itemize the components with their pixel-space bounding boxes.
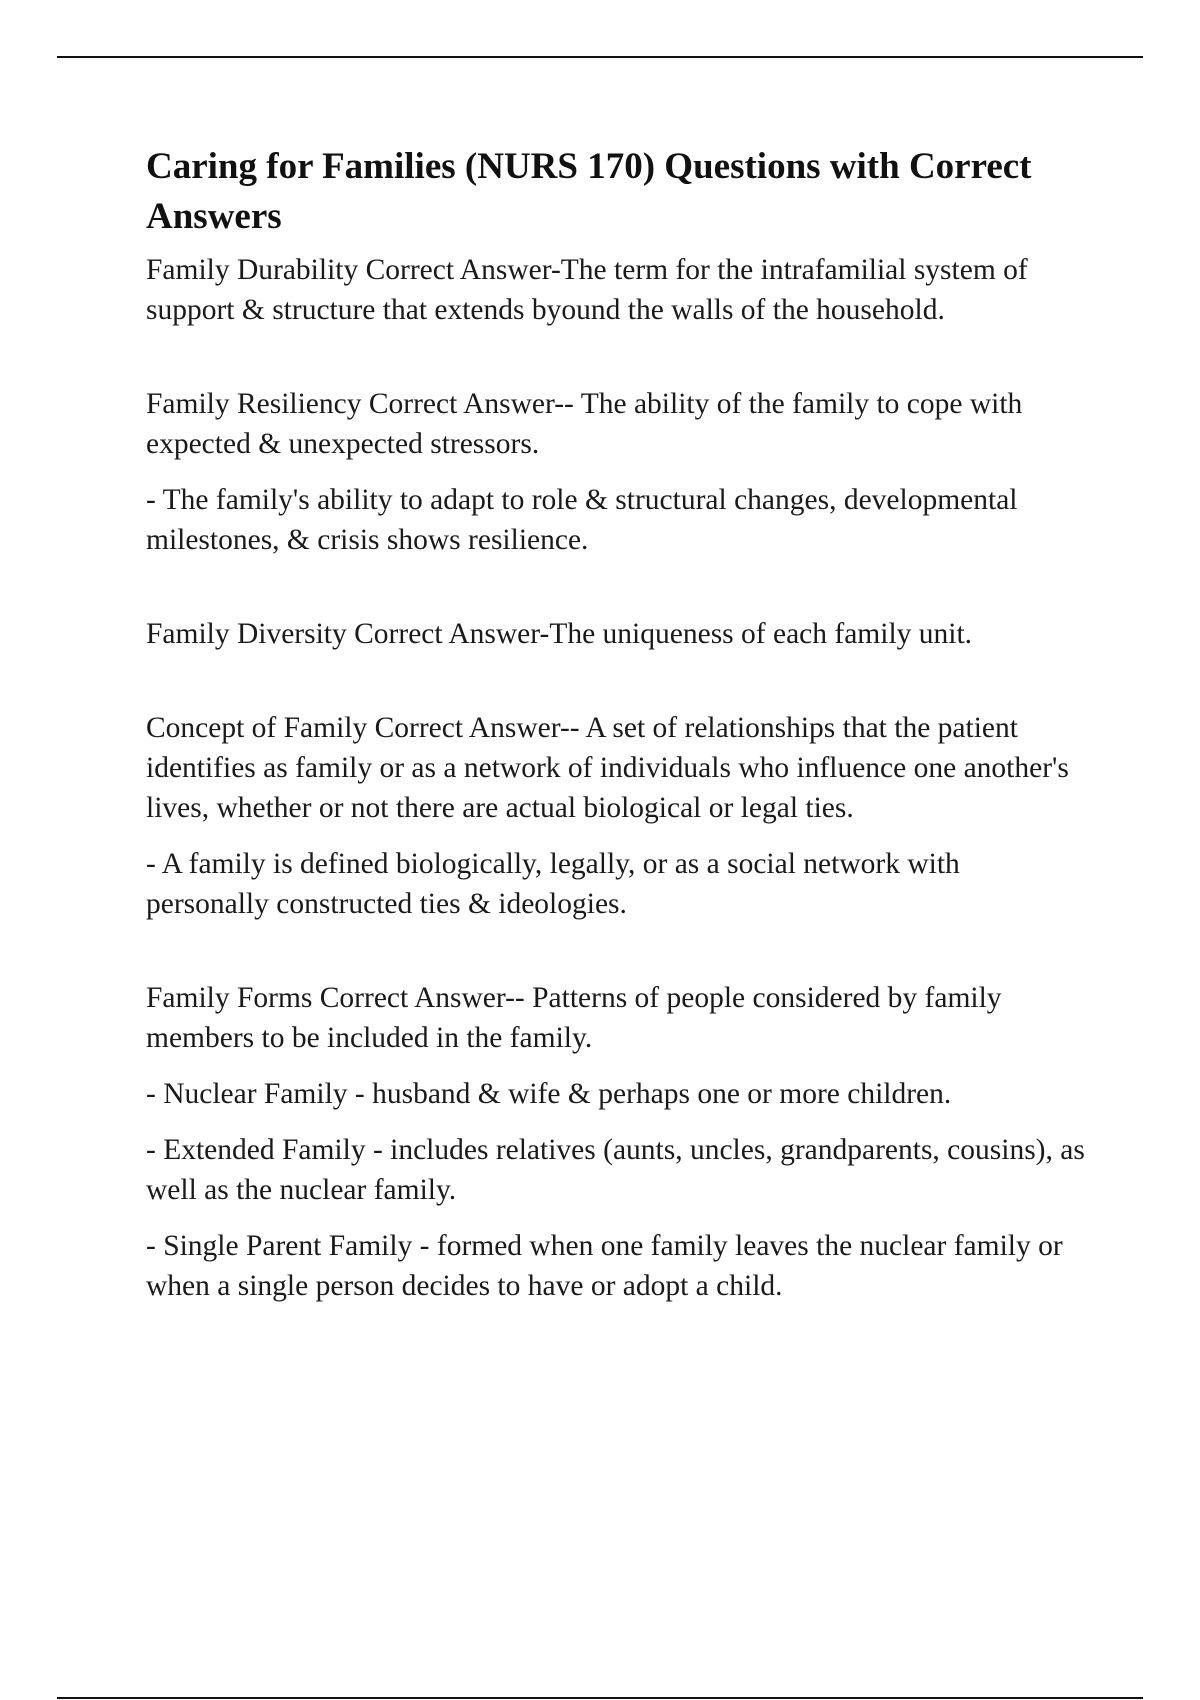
entry-family-diversity [146,614,1086,654]
entry-family-durability [146,250,1086,330]
document-body [146,142,1086,1322]
entry-paragraph: Family Durability Correct Answer-The term for the intrafamilial system of support & structure that extends byound the walls of the household. [146,254,1028,326]
footer-rule [57,1697,1143,1699]
entry-paragraph: Family Forms Correct Answer-- Patterns of people considered by family members to be included in the family. [146,982,1002,1054]
entry-subpoint-nuclear: - Nuclear Family - husband & wife & perhaps one or more children. [146,1078,952,1110]
entry-concept-of-family [146,708,1086,924]
entry-family-forms [146,978,1086,1306]
entry-paragraph: Family Resiliency Correct Answer-- The ability of the family to cope with expected & unexpected stressors. [146,388,1023,460]
entry-paragraph: Concept of Family Correct Answer-- A set of relationships that the patient identifies as family or as a network of individuals who influence one another's lives, whether or not there are actual biological or legal ties. [146,712,1069,824]
entry-subpoint-single-parent: - Single Parent Family - formed when one family leaves the nuclear family or when a single person decides to have or adopt a child. [146,1230,1063,1302]
entry-subpoint-extended: - Extended Family - includes relatives (aunts, uncles, grandparents, cousins), as well as the nuclear family. [146,1134,1085,1206]
entry-subpoint: - A family is defined biologically, legally, or as a social network with personally constructed ties & ideologies. [146,848,960,920]
entry-family-resiliency [146,384,1086,560]
header-rule [57,56,1143,58]
entry-subpoint: - The family's ability to adapt to role & structural changes, developmental milestones, & crisis shows resilience. [146,484,1018,556]
document-title: Caring for Families (NURS 170) Questions with Correct Answers [146,146,1032,237]
entry-paragraph: Family Diversity Correct Answer-The uniqueness of each family unit. [146,618,973,650]
